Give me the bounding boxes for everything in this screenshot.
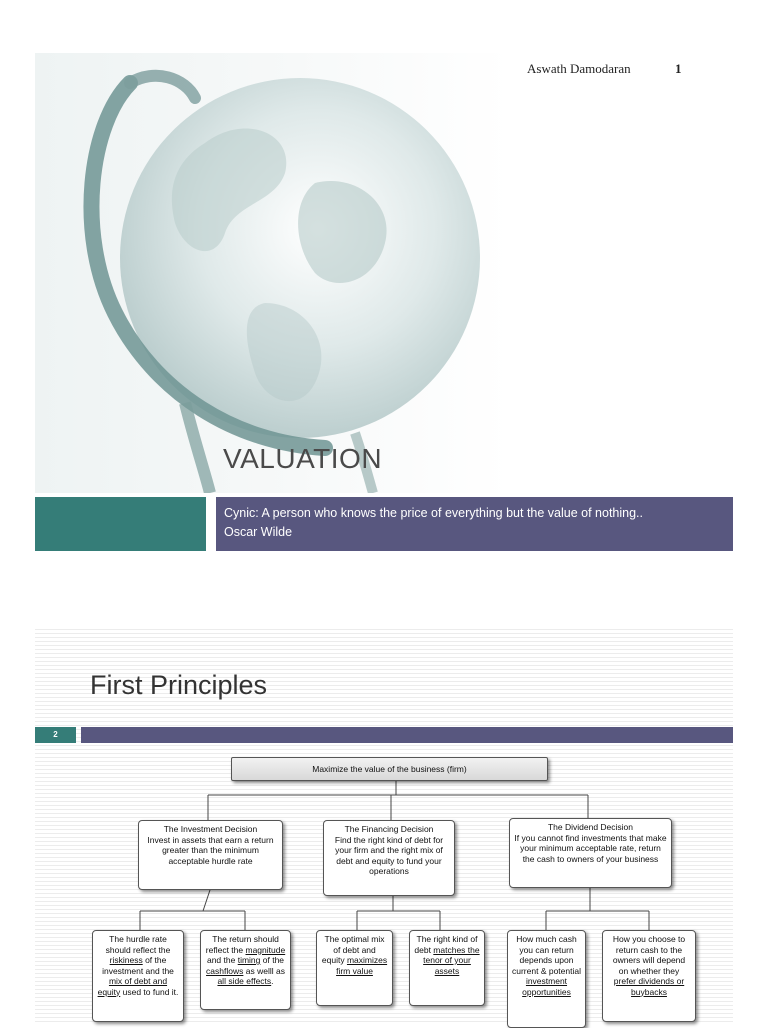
dividend-decision-box xyxy=(509,818,672,888)
return-text: The return should reflect the xyxy=(205,934,279,955)
howmuch-text: How much cash you can return depends upon current & potential xyxy=(512,934,581,976)
howmuch-opportunities: investment opportunities xyxy=(522,976,571,997)
optimal-mix-box xyxy=(316,930,393,1006)
financing-decision-box xyxy=(323,820,455,896)
slide-title: VALUATION xyxy=(223,443,383,474)
return-cashflows: cashflows xyxy=(206,965,244,976)
hurdle-text: used to fund it. xyxy=(120,986,179,997)
slide-title: First Principles xyxy=(90,670,268,700)
return-text: as welll as xyxy=(243,965,285,976)
financing-body: Find the right kind of debt for your firm and the right mix of debt and equity to fund your operations xyxy=(334,834,444,876)
investment-decision-box xyxy=(138,820,283,890)
howchoose-text: How you choose to return cash to the owners will depend on whether they xyxy=(612,934,686,976)
slide-number: 2 xyxy=(35,727,76,743)
hurdle-riskiness: riskiness xyxy=(109,955,143,965)
hurdle-mix: mix of debt and equity xyxy=(97,976,168,997)
page-number: 1 xyxy=(675,61,682,76)
return-text: of the xyxy=(260,955,285,965)
return-text: . xyxy=(271,976,274,986)
how-choose-box xyxy=(602,930,696,1022)
optimal-text: The optimal mix of debt and equity xyxy=(321,934,385,965)
optimal-maximizes: maximizes firm value xyxy=(336,955,388,976)
dividend-heading: The Dividend Decision xyxy=(547,822,634,832)
globe-illustration xyxy=(35,53,510,493)
return-timing: timing xyxy=(237,955,261,965)
return-text: and the xyxy=(206,955,238,965)
quote-author: Oscar Wilde xyxy=(224,525,293,539)
author-name: Aswath Damodaran xyxy=(527,61,631,76)
hurdle-text: The hurdle rate should reflect the xyxy=(105,934,171,955)
return-magnitude: magnitude xyxy=(245,944,286,955)
return-box xyxy=(200,930,291,1010)
globe-image xyxy=(35,53,510,493)
accent-block xyxy=(35,497,206,551)
goal-text: Maximize the value of the business (firm) xyxy=(312,763,467,774)
hurdle-rate-box xyxy=(92,930,184,1022)
goal-box xyxy=(231,757,548,781)
rightkind-text: The right kind of debt xyxy=(414,934,478,955)
howchoose-prefer: prefer dividends or buybacks xyxy=(613,976,685,997)
investment-heading: The Investment Decision xyxy=(163,824,258,834)
dividend-body: If you cannot find investments that make your minimum acceptable rate, return the cash to owners of your business xyxy=(514,832,667,864)
right-kind-box xyxy=(409,930,485,1006)
how-much-box xyxy=(507,930,586,1028)
quote-text: Cynic: A person who knows the price of everything but the value of nothing.. xyxy=(224,506,644,520)
slide-first-principles xyxy=(0,626,768,1024)
quote-banner xyxy=(216,497,733,551)
rightkind-matches: matches the tenor of your assets xyxy=(423,944,480,976)
investment-body: Invest in assets that earn a return greater than the minimum acceptable hurdle rate xyxy=(147,834,274,866)
financing-heading: The Financing Decision xyxy=(344,824,434,834)
return-side-effects: all side effects xyxy=(217,976,272,986)
hurdle-text: of the investment and the xyxy=(102,955,174,976)
